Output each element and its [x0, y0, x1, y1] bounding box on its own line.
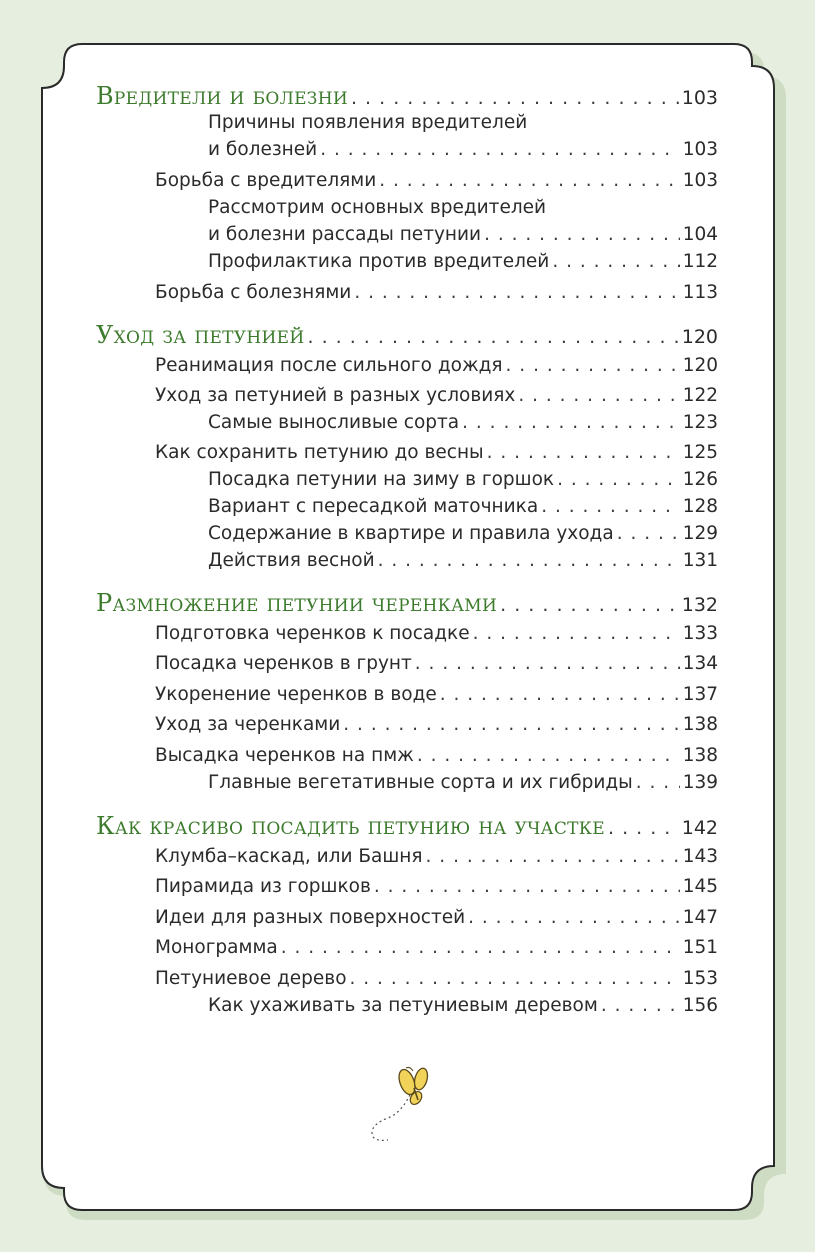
- page-number: 128: [682, 496, 718, 517]
- chapter-title: Размножение петунии черенками: [96, 589, 498, 617]
- dot-leader: [484, 222, 680, 248]
- toc-entry: [155, 383, 718, 409]
- toc-entry: [208, 467, 718, 493]
- page-number: 133: [682, 623, 718, 644]
- toc-entry: [208, 770, 718, 796]
- page-number: 126: [682, 469, 718, 490]
- entry-title: и болезней: [208, 139, 318, 160]
- page-number: 142: [681, 817, 718, 839]
- page-number: 147: [682, 907, 718, 928]
- toc-entry: [155, 844, 718, 870]
- toc-entry-title-line: Причины появления вредителей: [208, 112, 528, 133]
- dot-leader: [487, 440, 680, 466]
- page-number: 120: [682, 355, 718, 376]
- entry-title: Подготовка черенков к посадке: [155, 623, 470, 644]
- chapter-title: Как красиво посадить петунию на участке: [96, 812, 605, 840]
- dot-leader: [415, 651, 680, 677]
- toc-chapter: [96, 83, 718, 111]
- page-number: 120: [681, 326, 718, 348]
- dot-leader: [426, 844, 680, 870]
- entry-title: и болезни рассады петунии: [208, 224, 482, 245]
- dot-leader: [518, 383, 679, 409]
- dot-leader: [320, 137, 680, 163]
- entry-title: Профилактика против вредителей: [208, 251, 550, 272]
- toc-entry: [208, 521, 718, 547]
- entry-title: Содержание в квартире и правила ухода: [208, 523, 614, 544]
- toc-entry: [208, 137, 718, 163]
- page-number: 132: [681, 594, 718, 616]
- page-number: 122: [682, 385, 718, 406]
- page-number: 134: [682, 653, 718, 674]
- entry-title: Уход за петунией в разных условиях: [155, 385, 516, 406]
- toc-entry: [208, 222, 718, 248]
- entry-title: Клумба–каскад, или Башня: [155, 846, 423, 867]
- dot-leader: [440, 682, 680, 708]
- toc-entry: [155, 712, 718, 738]
- toc-entry: [155, 682, 718, 708]
- toc-entry: [155, 440, 718, 466]
- page-number: 103: [682, 139, 718, 160]
- page-number: 125: [682, 442, 718, 463]
- entry-title: Монограмма: [155, 937, 278, 958]
- entry-title: Главные вегетативные сорта и их гибриды: [208, 772, 633, 793]
- toc-entry: [155, 353, 718, 379]
- page-number: 151: [682, 937, 718, 958]
- page-number: 104: [682, 224, 718, 245]
- entry-title: Высадка черенков на пмж: [155, 745, 414, 766]
- dot-leader: [417, 743, 680, 769]
- toc-entry: [155, 280, 718, 306]
- toc-entry: [155, 905, 718, 931]
- toc-chapter: [96, 813, 718, 841]
- page-number: 143: [682, 846, 718, 867]
- chapter-title: Вредители и болезни: [96, 82, 348, 110]
- chapter-title: Уход за петунией: [96, 321, 305, 349]
- dot-leader: [351, 85, 679, 111]
- entry-title: Петуниевое дерево: [155, 968, 347, 989]
- dot-leader: [552, 249, 679, 275]
- dot-leader: [468, 905, 680, 931]
- page-number: 103: [682, 170, 718, 191]
- dot-leader: [281, 935, 680, 961]
- dot-leader: [617, 521, 680, 547]
- toc-entry: [208, 494, 718, 520]
- entry-title: Вариант с пересадкой маточника: [208, 496, 539, 517]
- entry-title: Как ухаживать за петуниевым деревом: [208, 995, 598, 1016]
- page-number: 103: [681, 87, 718, 109]
- entry-title: Идеи для разных поверхностей: [155, 907, 466, 928]
- entry-title: Посадка черенков в грунт: [155, 653, 412, 674]
- entry-title: Самые выносливые сорта: [208, 412, 460, 433]
- toc-chapter: [96, 322, 718, 350]
- entry-title: Посадка петунии на зиму в горшок: [208, 469, 555, 490]
- dot-leader: [379, 168, 679, 194]
- toc-entry: [155, 743, 718, 769]
- dot-leader: [636, 770, 680, 796]
- dot-leader: [601, 993, 680, 1019]
- entry-title: Пирамида из горшков: [155, 876, 371, 897]
- page-number: 137: [682, 684, 718, 705]
- toc-entry: [208, 993, 718, 1019]
- dot-leader: [374, 874, 680, 900]
- dot-leader: [506, 353, 680, 379]
- toc-entry: [155, 651, 718, 677]
- entry-title: Реанимация после сильного дождя: [155, 355, 503, 376]
- toc-chapter: [96, 590, 718, 618]
- page-number: 138: [682, 714, 718, 735]
- toc-entry: [155, 621, 718, 647]
- dot-leader: [354, 280, 679, 306]
- dot-leader: [350, 966, 680, 992]
- page-number: 145: [682, 876, 718, 897]
- toc-entry: [155, 874, 718, 900]
- page-number: 123: [682, 412, 718, 433]
- entry-title: Борьба с болезнями: [155, 282, 352, 303]
- toc-entry: [155, 966, 718, 992]
- page-number: 156: [682, 995, 718, 1016]
- page-number: 129: [682, 523, 718, 544]
- dot-leader: [462, 410, 680, 436]
- page-number: 113: [682, 282, 718, 303]
- dot-leader: [541, 494, 680, 520]
- toc-entry: [155, 168, 718, 194]
- entry-title: Действия весной: [208, 550, 375, 571]
- dot-leader: [378, 548, 680, 574]
- page-number: 138: [682, 745, 718, 766]
- dot-leader: [307, 324, 678, 350]
- dot-leader: [500, 592, 679, 618]
- toc-entry: [208, 249, 718, 275]
- toc-entry: [208, 410, 718, 436]
- dot-leader: [608, 815, 679, 841]
- page-number: 153: [682, 968, 718, 989]
- entry-title: Укоренение черенков в воде: [155, 684, 437, 705]
- toc-entry: [208, 548, 718, 574]
- entry-title: Уход за черенками: [155, 714, 341, 735]
- toc-entry-title-line: Рассмотрим основных вредителей: [208, 197, 547, 218]
- page-number: 131: [682, 550, 718, 571]
- entry-title: Борьба с вредителями: [155, 170, 377, 191]
- page-number: 112: [682, 251, 718, 272]
- entry-title: Как сохранить петунию до весны: [155, 442, 484, 463]
- dot-leader: [473, 621, 680, 647]
- page-number: 139: [682, 772, 718, 793]
- toc-entry: [155, 935, 718, 961]
- dot-leader: [557, 467, 680, 493]
- dot-leader: [343, 712, 679, 738]
